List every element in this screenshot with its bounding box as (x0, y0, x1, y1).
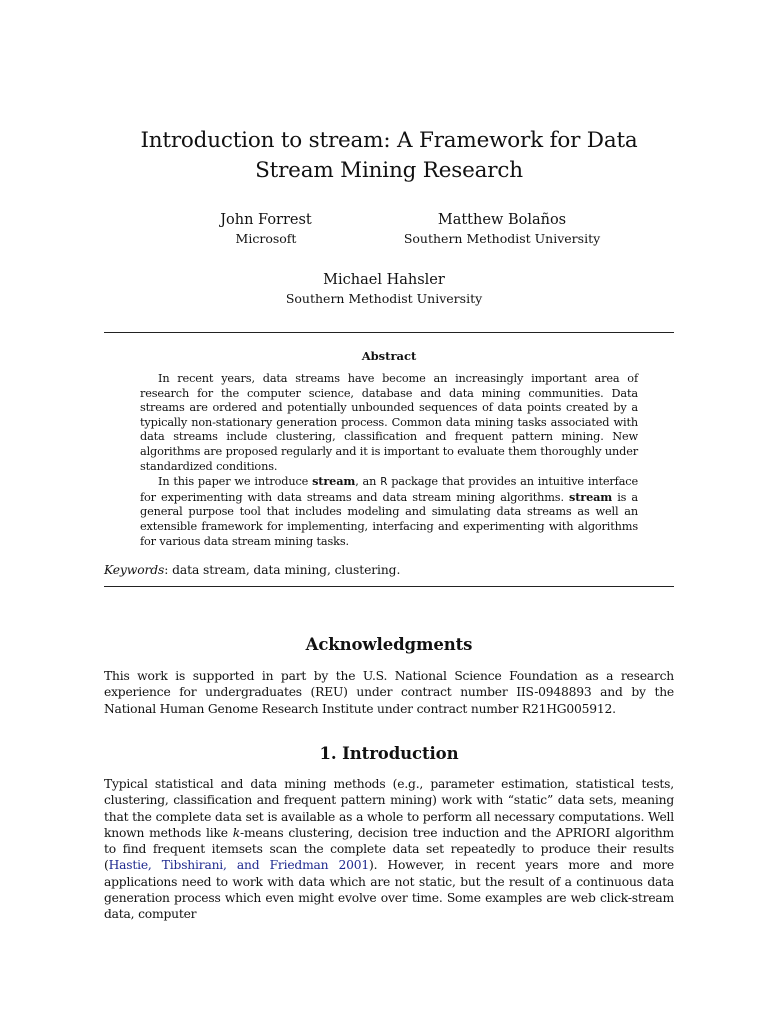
author-name: Matthew Bolaños (437, 212, 567, 228)
author-name: Michael Hahsler (323, 272, 445, 288)
keywords-line (104, 562, 674, 578)
abstract-heading: Abstract (361, 349, 417, 363)
keywords-text: : data stream, data mining, clustering. (164, 563, 401, 577)
introduction-paragraph (104, 776, 674, 923)
introduction-heading: 1. Introduction (319, 744, 459, 763)
author-name: John Forrest (220, 212, 312, 228)
acknowledgments-paragraph: This work is supported in part by the U.S. National Science Foundation as a research experience for undergraduates (REU) under contract number IIS-0948893 and by the National Human Genome Research Institute under contract number R21HG005912. (104, 669, 674, 716)
abstract-paragraph-2 (140, 474, 638, 549)
acknowledgments-heading: Acknowledgments (305, 635, 473, 654)
author-block-2 (382, 211, 622, 247)
author-block-3 (264, 271, 504, 307)
k-variable: k (232, 825, 241, 840)
acknowledgments-body (104, 668, 674, 717)
top-divider (104, 332, 674, 333)
intro-text: -means clustering, decision tree induction and the APRIORI algorithm to find frequent itemsets scan the complete data set repeatedly to produce their results ( (104, 825, 674, 873)
package-name: stream (312, 474, 356, 489)
abstract-body (140, 372, 638, 549)
abstract-text: package that provides an intuitive interface for experimenting with data streams and data stream mining algorithms. (140, 475, 638, 504)
author-affiliation: Southern Methodist University (403, 231, 601, 246)
paper-title: Introduction to stream: A Framework for Data Stream Mining Research (140, 128, 638, 183)
intro-text: ). However, in recent years more and more applications need to work with data which are not static, but the result of a continuous data generation process which even might evolve over time. Some examples are web click-stream data, computer (104, 858, 674, 922)
language-name: R (380, 476, 388, 489)
bottom-divider (104, 586, 674, 587)
citation-link[interactable]: Hastie, Tibshirani, and Friedman 2001 (108, 858, 370, 873)
abstract-paragraph-1: In recent years, data streams have become an increasingly important area of research for the computer science, database and data mining communities. Data streams are ordered and potentially unbounded sequences of data points created by a typically non-stationary generation process. Common data mining tasks associated with data streams include clustering, classification and frequent pattern mining. New algorithms are proposed regularly and it is important to evaluate them thoroughly under standardized conditions. (140, 372, 638, 473)
author-affiliation: Microsoft (235, 231, 297, 246)
keywords-label: Keywords (104, 563, 165, 577)
abstract-text: , an (355, 475, 381, 489)
abstract-text: In this paper we introduce (158, 475, 313, 489)
introduction-body (104, 776, 674, 923)
author-block-1 (146, 211, 386, 247)
intro-text: Typical statistical and data mining methods (e.g., parameter estimation, statistical tests, clustering, classification and frequent pattern mining) work with “static” data sets, meaning that the complete data set is available as a whole to perform all necessary computations. Well known methods like (104, 777, 674, 840)
package-name: stream (569, 489, 613, 504)
abstract-text: is a general purpose tool that includes modeling and simulating data streams as well an extensible framework for implementing, interfacing and experimenting with algorithms for various data stream mining tasks. (140, 490, 638, 548)
author-affiliation: Southern Methodist University (285, 291, 483, 306)
